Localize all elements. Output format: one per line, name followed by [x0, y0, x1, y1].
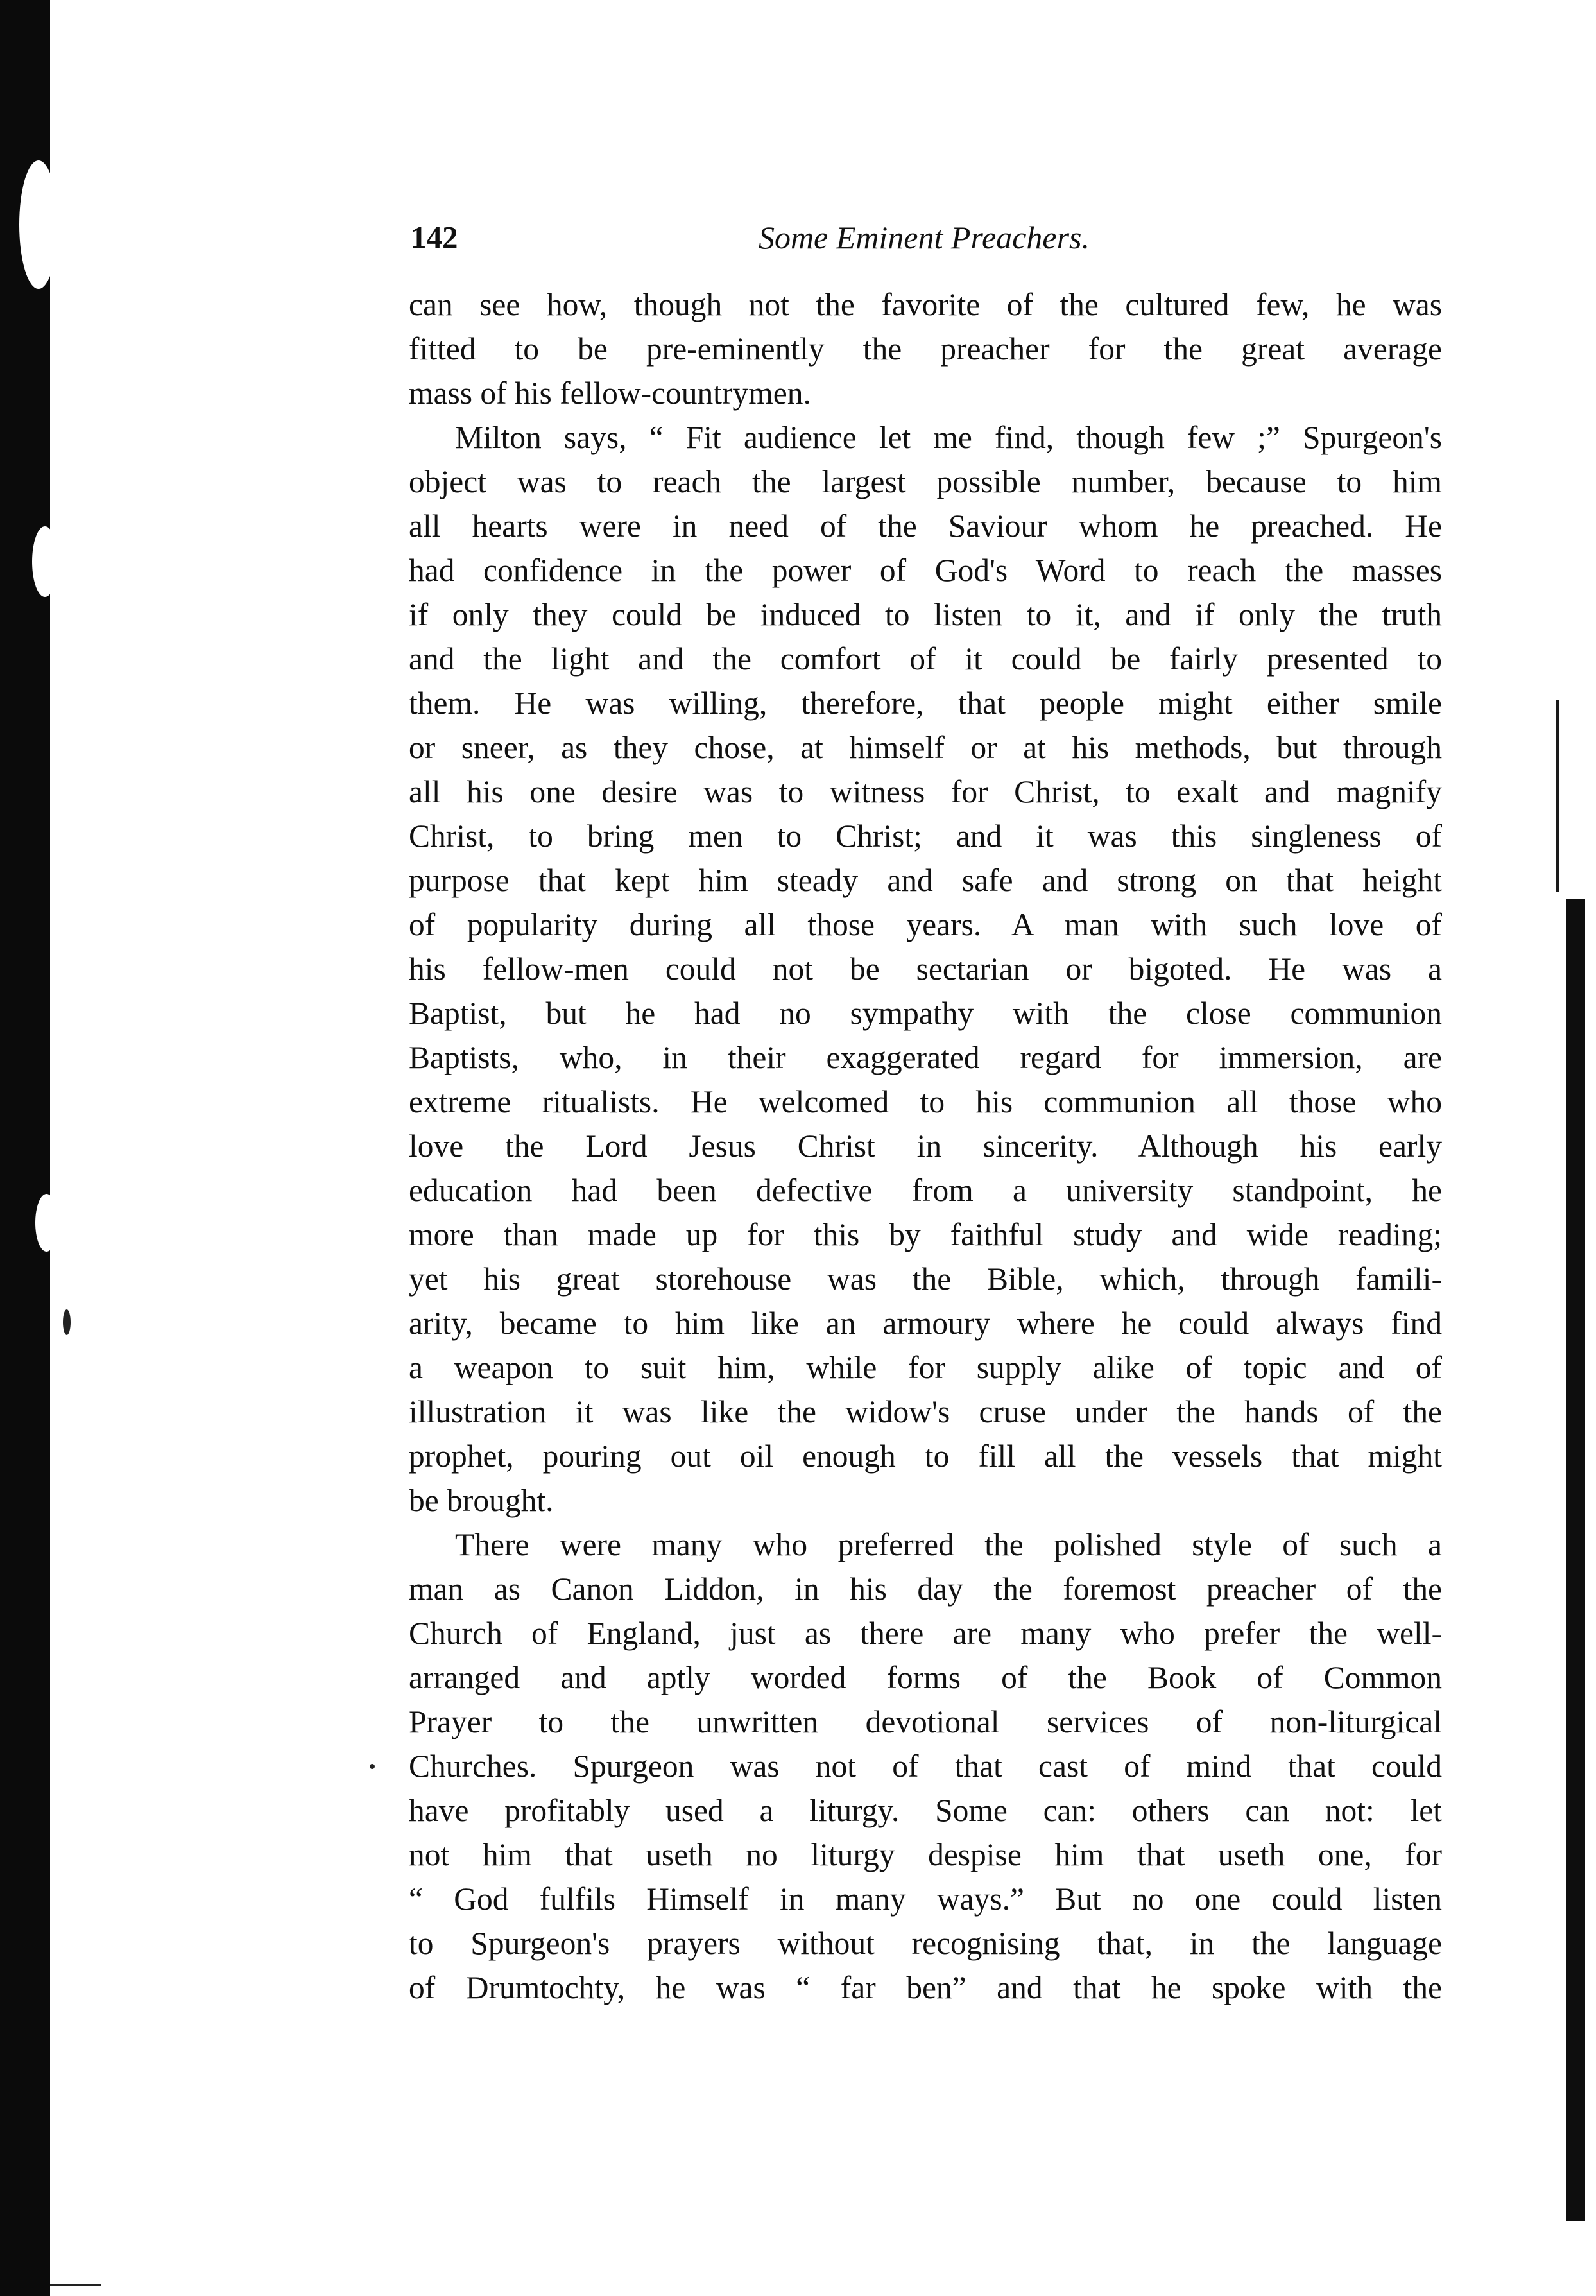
text-line: be brought.	[409, 1483, 554, 1518]
text-line: arity, became to him like an armoury where he could always find	[409, 1306, 1442, 1341]
text-line: Baptist, but he had no sympathy with the close communion	[409, 996, 1442, 1031]
text-line: mass of his fellow-countrymen.	[409, 375, 811, 411]
text-line: if only they could be induced to listen to it, and if only the truth	[409, 597, 1442, 632]
text-line: his fellow-men could not be sectarian or bigoted. He was a	[409, 951, 1442, 987]
text-line: had confidence in the power of God's Word to reach the masses	[409, 553, 1442, 588]
speck	[63, 1309, 71, 1335]
text-line: “ God fulfils Himself in many ways.” But no one could listen	[409, 1881, 1442, 1917]
text-line: prophet, pouring out oil enough to fill all the vessels that might	[409, 1438, 1442, 1474]
right-edge-line	[1556, 700, 1559, 892]
book-binding-edge	[0, 0, 50, 2296]
running-title: Some Eminent Preachers.	[758, 220, 1090, 255]
text-line: not him that useth no liturgy despise him that useth one, for	[409, 1837, 1442, 1872]
binding-notch	[32, 526, 58, 597]
text-line: Christ, to bring men to Christ; and it was this singleness of	[409, 818, 1442, 854]
text-line: purpose that kept him steady and safe and strong on that height	[409, 863, 1442, 898]
text-line: a weapon to suit him, while for supply alike of topic and of	[409, 1350, 1442, 1385]
text-line: them. He was willing, therefore, that people might either smile	[409, 686, 1442, 721]
text-line: object was to reach the largest possible number, because to him	[409, 464, 1442, 499]
text-line: Milton says, “ Fit audience let me find, though few ;” Spurgeon's	[455, 420, 1442, 455]
text-line: There were many who preferred the polished style of such a	[455, 1527, 1442, 1562]
text-line: Prayer to the unwritten devotional services of non-liturgical	[409, 1704, 1442, 1739]
binding-notch	[35, 1194, 58, 1252]
page-header	[411, 212, 1437, 263]
text-line: Church of England, just as there are many who prefer the well-	[409, 1616, 1442, 1651]
text-line: all his one desire was to witness for Christ, to exalt and magnify	[409, 774, 1442, 809]
text-line: to Spurgeon's prayers without recognising that, in the language	[409, 1926, 1442, 1961]
right-edge-bar	[1566, 899, 1585, 2221]
text-line: or sneer, as they chose, at himself or at his methods, but through	[409, 730, 1442, 765]
text-line: Baptists, who, in their exaggerated regard for immersion, are	[409, 1040, 1442, 1075]
binding-notch	[19, 160, 58, 289]
text-line: more than made up for this by faithful study and wide reading;	[409, 1217, 1442, 1252]
speck	[370, 1764, 375, 1769]
text-line: fitted to be pre-eminently the preacher for the great average	[409, 331, 1442, 367]
text-line: arranged and aptly worded forms of the Book of Common	[409, 1660, 1442, 1695]
page-number: 142	[411, 220, 458, 255]
text-line: extreme ritualists. He welcomed to his communion all those who	[409, 1084, 1442, 1119]
text-line: have profitably used a liturgy. Some can: others can not: let	[409, 1793, 1442, 1828]
text-line: can see how, though not the favorite of the cultured few, he was	[409, 287, 1442, 322]
text-line: yet his great storehouse was the Bible, which, through famili-	[409, 1261, 1442, 1297]
text-line: man as Canon Liddon, in his day the foremost preacher of the	[409, 1571, 1442, 1607]
text-line: of popularity during all those years. A man with such love of	[409, 907, 1442, 942]
body-text	[409, 282, 1442, 2080]
text-line: illustration it was like the widow's cruse under the hands of the	[409, 1394, 1442, 1429]
text-line: Churches. Spurgeon was not of that cast of mind that could	[409, 1748, 1442, 1784]
text-line: education had been defective from a university standpoint, he	[409, 1173, 1442, 1208]
text-line: love the Lord Jesus Christ in sincerity. Although his early	[409, 1128, 1442, 1164]
binding-foot-line	[50, 2284, 101, 2286]
text-line: all hearts were in need of the Saviour whom he preached. He	[409, 508, 1442, 544]
text-line: and the light and the comfort of it could be fairly presented to	[409, 641, 1442, 677]
text-line: of Drumtochty, he was “ far ben” and that he spoke with the	[409, 1970, 1442, 2005]
